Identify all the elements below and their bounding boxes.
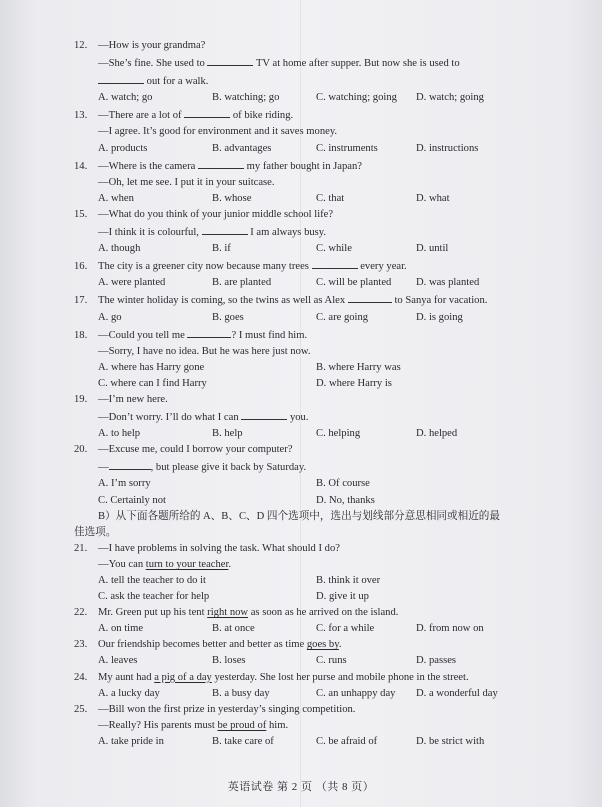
question-text: —Sorry, I have no idea. But he was here just now. — [98, 345, 311, 357]
option-c[interactable]: C. an unhappy day — [316, 687, 396, 699]
question-number: 19. — [74, 393, 88, 405]
option-c[interactable]: C. for a while — [316, 623, 375, 635]
option-a[interactable]: A. to help — [98, 428, 141, 440]
answer-options — [74, 426, 562, 442]
answer-options — [74, 621, 562, 637]
question-text: —There are a lot of — [98, 110, 182, 122]
question-text: ? I must find him. — [231, 329, 308, 341]
option-a[interactable]: A. were planted — [98, 277, 166, 289]
question-text: . — [228, 558, 232, 570]
section-instruction-text: B）从下面各题所给的 A、B、C、D 四个选项中，选出与划线部分意思相同或相近的最 — [98, 510, 500, 522]
question-text: of bike riding. — [232, 110, 294, 122]
answer-blank — [312, 257, 358, 269]
option-d[interactable]: D. a wonderful day — [416, 687, 498, 699]
answer-options — [74, 493, 562, 509]
page-fold-crease — [300, 0, 301, 807]
question-text: Our friendship becomes better and better as time — [98, 639, 307, 651]
question-text: every year. — [360, 261, 407, 273]
question-text: —I’m new here. — [98, 393, 168, 405]
option-a[interactable]: A. take pride in — [98, 735, 164, 747]
option-c[interactable]: C. instruments — [316, 142, 378, 154]
question-number: 18. — [74, 329, 88, 341]
underlined-phrase: right now — [207, 607, 249, 619]
answer-options — [74, 653, 562, 669]
question-number: 12. — [74, 40, 88, 51]
answer-options — [74, 573, 562, 589]
question-text: —I have problems in solving the task. What should I do? — [98, 542, 340, 554]
answer-blank — [98, 72, 144, 84]
answer-options — [74, 191, 562, 207]
answer-blank — [187, 326, 231, 338]
answer-options — [74, 686, 562, 702]
question-21 — [74, 541, 562, 605]
option-a[interactable]: A. go — [98, 311, 122, 323]
option-d[interactable]: D. until — [416, 243, 449, 255]
answer-options — [74, 734, 562, 750]
option-d[interactable]: D. No, thanks — [316, 494, 375, 506]
option-c[interactable]: C. helping — [316, 428, 361, 440]
page-footer: 英语试卷 第 2 页 （共 8 页） — [227, 781, 375, 793]
question-number: 15. — [74, 208, 88, 220]
option-c[interactable]: C. while — [316, 243, 352, 255]
question-12 — [74, 38, 562, 106]
option-d[interactable]: D. be strict with — [416, 735, 485, 747]
answer-blank — [202, 223, 248, 235]
question-number: 16. — [74, 261, 88, 273]
question-14 — [74, 157, 562, 207]
question-text: as soon as he arrived on the island. — [248, 607, 399, 619]
answer-options — [74, 376, 562, 392]
question-number: 24. — [74, 671, 88, 683]
option-c[interactable]: C. runs — [316, 655, 347, 667]
option-c[interactable]: C. ask the teacher for help — [98, 591, 210, 603]
option-a[interactable]: A. a lucky day — [98, 687, 160, 699]
option-d[interactable]: D. give it up — [316, 591, 369, 603]
answer-options — [74, 360, 562, 376]
option-d[interactable]: D. was planted — [416, 277, 480, 289]
option-d[interactable]: D. helped — [416, 428, 458, 440]
question-text: him. — [266, 719, 289, 731]
question-text: TV at home after supper. But now she is used to — [255, 58, 460, 70]
question-text: The city is a greener city now because many trees — [98, 261, 309, 273]
option-d[interactable]: D. where Harry is — [316, 377, 392, 389]
question-number: 17. — [74, 295, 88, 307]
question-text: —I think it is colourful, — [98, 227, 199, 239]
answer-options — [74, 90, 562, 106]
question-22 — [74, 605, 562, 637]
option-a[interactable]: A. though — [98, 243, 141, 255]
question-text: —Could you tell me — [98, 329, 185, 341]
question-number: 13. — [74, 110, 88, 122]
answer-options — [74, 275, 562, 291]
question-15 — [74, 207, 562, 257]
question-text: My aunt had — [98, 671, 155, 683]
option-a[interactable]: A. where has Harry gone — [98, 361, 205, 373]
question-text: —You can — [98, 558, 146, 570]
option-b[interactable]: B. whose — [212, 192, 252, 204]
underlined-phrase: turn to your teacher — [145, 558, 229, 570]
option-a[interactable]: A. products — [98, 142, 148, 154]
question-text: —What do you think of your junior middle school life? — [98, 208, 334, 220]
option-c[interactable]: C. where can I find Harry — [98, 377, 207, 389]
answer-options — [74, 476, 562, 492]
question-text: I am always busy. — [250, 227, 327, 239]
option-b[interactable]: B. advantages — [212, 142, 272, 154]
section-instruction-text: 佳选项。 — [74, 526, 117, 538]
option-d[interactable]: D. passes — [416, 655, 457, 667]
answer-options — [74, 141, 562, 157]
answer-blank — [241, 408, 287, 420]
question-17 — [74, 291, 562, 325]
question-23 — [74, 637, 562, 669]
question-text: yesterday. She lost her purse and mobile phone in the street. — [211, 671, 469, 683]
option-a[interactable]: A. I’m sorry — [98, 478, 151, 490]
question-number: 21. — [74, 542, 88, 554]
option-b[interactable]: B. at once — [212, 623, 255, 635]
option-c[interactable]: C. that — [316, 192, 345, 204]
underlined-phrase: be proud of — [217, 719, 267, 731]
question-number: 25. — [74, 703, 88, 715]
question-19 — [74, 392, 562, 442]
answer-options — [74, 589, 562, 605]
option-c[interactable]: C. Certainly not — [98, 494, 166, 506]
option-d[interactable]: D. what — [416, 192, 450, 204]
option-d[interactable]: D. watch; going — [416, 92, 484, 104]
option-a[interactable]: A. when — [98, 192, 134, 204]
underlined-phrase: goes by — [306, 639, 339, 651]
question-20 — [74, 442, 562, 508]
option-d[interactable]: D. is going — [416, 311, 463, 323]
question-text: —Excuse me, could I borrow your computer? — [98, 444, 293, 456]
answer-blank — [109, 458, 151, 470]
answer-options — [74, 310, 562, 326]
option-a[interactable]: A. on time — [98, 623, 144, 635]
question-number: 23. — [74, 639, 88, 651]
option-b[interactable]: B. watching; go — [212, 92, 280, 104]
question-text: —Oh, let me see. I put it in your suitcase. — [98, 176, 275, 188]
question-text: —She’s fine. She used to — [98, 58, 205, 70]
question-text: —Where is the camera — [98, 160, 196, 172]
question-text: you. — [289, 412, 309, 424]
section-b-instructions — [74, 509, 562, 541]
option-a[interactable]: A. watch; go — [98, 92, 153, 104]
option-d[interactable]: D. instructions — [416, 142, 479, 154]
option-b[interactable]: B. where Harry was — [316, 361, 401, 373]
question-number: 22. — [74, 607, 88, 619]
answer-blank — [198, 157, 244, 169]
answer-blank — [207, 54, 253, 66]
option-b[interactable]: B. if — [212, 243, 231, 255]
answer-blank — [184, 106, 230, 118]
question-text: —Bill won the first prize in yesterday’s singing competition. — [98, 703, 356, 715]
question-13 — [74, 106, 562, 156]
underlined-phrase: a pig of a day — [154, 671, 212, 683]
option-b[interactable]: B. a busy day — [212, 687, 270, 699]
option-c[interactable]: C. are going — [316, 311, 369, 323]
question-25 — [74, 702, 562, 750]
question-text: —I agree. It’s good for environment and it saves money. — [98, 126, 338, 138]
option-b[interactable]: B. help — [212, 428, 243, 440]
question-number: 14. — [74, 160, 88, 172]
option-d[interactable]: D. from now on — [416, 623, 484, 635]
question-text: , but please give it back by Saturday. — [150, 462, 307, 474]
option-b[interactable]: B. think it over — [316, 575, 381, 586]
question-number: 20. — [74, 444, 88, 456]
question-text: — — [98, 462, 109, 474]
question-text: Mr. Green put up his tent — [98, 607, 208, 619]
option-b[interactable]: B. take care of — [212, 735, 274, 747]
option-a[interactable]: A. tell the teacher to do it — [98, 575, 206, 586]
question-24 — [74, 670, 562, 702]
option-b[interactable]: B. goes — [212, 311, 244, 323]
option-c[interactable]: C. will be planted — [316, 277, 392, 289]
answer-blank — [348, 291, 392, 303]
question-text: —How is your grandma? — [98, 40, 206, 51]
option-b[interactable]: B. are planted — [212, 277, 272, 289]
question-text: out for a walk. — [146, 76, 209, 88]
option-c[interactable]: C. watching; going — [316, 92, 397, 104]
question-text: —Don’t worry. I’ll do what I can — [98, 412, 239, 424]
option-a[interactable]: A. leaves — [98, 655, 138, 667]
question-text: . — [338, 639, 342, 651]
question-text: —Really? His parents must — [98, 719, 218, 731]
question-text: my father bought in Japan? — [246, 160, 362, 172]
question-text: The winter holiday is coming, so the twins as well as Alex — [98, 295, 346, 307]
option-c[interactable]: C. be afraid of — [316, 735, 378, 747]
question-16 — [74, 257, 562, 291]
option-b[interactable]: B. Of course — [316, 478, 370, 490]
answer-options — [74, 241, 562, 257]
option-b[interactable]: B. loses — [212, 655, 246, 667]
question-18 — [74, 326, 562, 392]
question-text: to Sanya for vacation. — [394, 295, 488, 307]
